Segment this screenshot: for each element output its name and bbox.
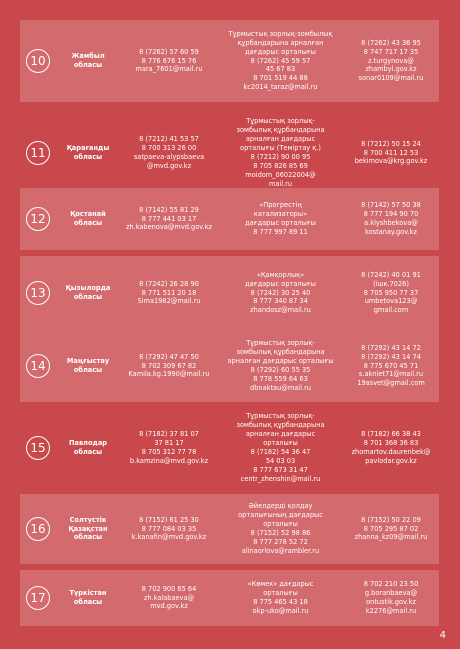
akimat-contact: 8 (7212) 50 15 24 8 700 411 12 53 bekimova@krg.gov.kz <box>354 139 428 166</box>
crisis-center-contact: Тұрмыстық зорлық- зомбылық құрбандарына арналған дағдарыс орталығы 8 (7292) 60 55 35 8 778 559 64 63 dbnaktau@mail.ru <box>227 339 334 392</box>
crisis-center-contact: «Көмек» дағдарыс орталығы 8 775 465 43 18 okp-uko@mail.ru <box>247 580 314 615</box>
police-contact: 8 (7262) 57 60 59 8 776 676 15 76 mara_7601@mail.ru <box>135 47 203 74</box>
region-name: Павлодар обласы <box>69 439 107 456</box>
akimat-contact: 8 (7152) 50 22 09 8 705 295 87 02 zhanna_kz09@mail.ru <box>354 515 428 542</box>
police-contact: 8 (7142) 55 81 29 8 777 441 03 17 zh.kabenova@mvd.gov.kz <box>125 205 213 232</box>
row-number: 11 <box>26 141 50 165</box>
akimat-contact: 8 (7262) 43 36 95 8 747 717 17 35 z.turgynova@ zhambyl.gov.kz sonar0109@mail.ru <box>358 38 424 83</box>
crisis-center-contact: «Прогрестің катализаторы» дағдарыс орталығы 8 777 997 89 11 <box>245 201 316 236</box>
region-name: Маңғыстау обласы <box>66 357 110 374</box>
region-name: Қостанай обласы <box>70 210 106 227</box>
crisis-center-contact: Әйелдерді қолдау орталығының дағдарыс орталығы 8 (7152) 52 98 86 8 777 278 52 72 alinaorlova@rambler.ru <box>238 502 323 555</box>
row-number: 10 <box>26 49 50 73</box>
row-number: 13 <box>26 281 50 305</box>
row-number: 16 <box>26 517 50 541</box>
police-contact: 8 702 900 65 64 zh.kalabaeva@ mvd.gov.kz <box>141 584 197 611</box>
akimat-contact: 8 (7182) 66 38 43 8 701 368 36 83 zhomartov.daurenbek@ pavlodar.gov.kz <box>351 430 431 465</box>
police-contact: 8 (7152) 61 25 30 8 777 084 03 35 k.kanafin@mvd.gov.kz <box>131 515 207 542</box>
police-contact: 8 (7242) 26 28 90 8 771 511 20 18 Sima1982@mail.ru <box>137 279 201 306</box>
police-contact: 8 (7292) 47 47 50 8 702 309 67 82 Kamila.kg.1990@mail.ru <box>128 352 210 379</box>
table-row <box>20 494 439 564</box>
page-number: 4 <box>439 630 446 641</box>
region-name: Жамбыл обласы <box>71 52 105 69</box>
akimat-contact: 8 (7292) 43 14 72 8 (7292) 43 14 74 8 775 670 45 71 s.akniet71@mail.ru 19asvet@gmail.com <box>357 343 425 388</box>
akimat-contact: 8 (7242) 40 01 91 (ішк.7026) 8 705 950 77 37 umbetova123@ gmail.com <box>361 270 421 315</box>
table-row <box>20 402 439 494</box>
region-name: Түркістан обласы <box>69 589 107 606</box>
police-contact: 8 (7212) 41 53 57 8 700 313 26 00 satpaeva-alypsbaeva @mvd.gov.kz <box>133 135 205 170</box>
table-row <box>20 20 439 102</box>
row-number: 17 <box>26 586 50 610</box>
row-number: 12 <box>26 207 50 231</box>
police-contact: 8 (7182) 37 81 07 37 81 17 8 705 312 77 78 b.kamzina@mvd.gov.kz <box>129 430 209 465</box>
akimat-contact: 8 702 210 23 50 g.boranbaeva@ ontustik.gov.kz k2276@mail.ru <box>363 580 419 615</box>
table-row <box>20 256 439 330</box>
table-row <box>20 330 439 402</box>
region-name: Солтүстік Қазақстан обласы <box>68 515 108 542</box>
akimat-contact: 8 (7142) 57 50 38 8 777 194 90 70 a.klyshbekova@ kostanay.gov.kz <box>361 201 421 236</box>
region-name: Қарағанды обласы <box>66 144 110 161</box>
row-number: 15 <box>26 436 50 460</box>
crisis-center-contact: Тұрмыстық зорлық-зомбылық құрбандарына арналған дағдарыс орталығы 8 (7262) 45 59 57 45 67 83 8 701 519 44 88 kc2014_taraz@mail.ru <box>228 29 333 92</box>
table-row <box>20 188 439 250</box>
crisis-center-contact: Тұрмыстық зорлық- зомбылық құрбандарына арналған дағдарыс орталығы 8 (7182) 54 36 47 54 03 03 8 777 673 31 47 centr_zhenshin@mail.ru <box>236 412 325 483</box>
table-row <box>20 570 439 626</box>
crisis-center-contact: Тұрмыстық зорлық- зомбылық құрбандарына арналған дағдарыс орталығы (Теміртау қ.) 8 (7212) 90 00 95 8 705 826 85 69 moidom_06022004@ mail.ru <box>236 117 325 188</box>
row-number: 14 <box>26 354 50 378</box>
crisis-center-contact: «Қамқорлық» дағдарыс орталығы 8 (7242) 30 25 40 8 777 340 87 34 zhandosz@mail.ru <box>245 270 316 315</box>
region-name: Қызылорда обласы <box>65 284 111 301</box>
